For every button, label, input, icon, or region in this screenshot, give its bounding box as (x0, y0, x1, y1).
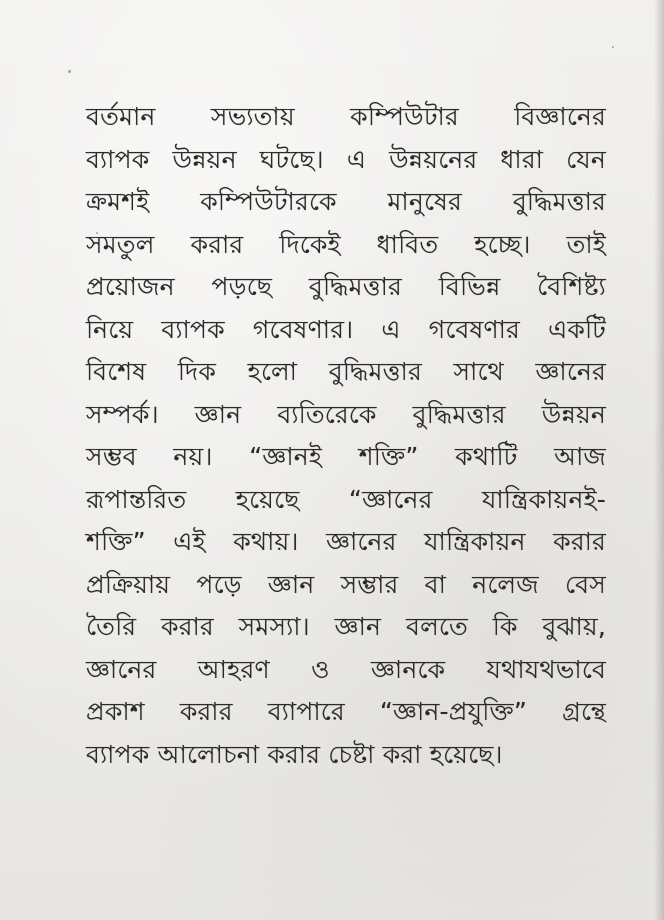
text-line-16: ব্যাপক আলোচনা করার চেষ্টা করা হয়েছে। (86, 739, 503, 769)
text-line-8: সম্পর্ক। জ্ঞান ব্যতিরেকে বুদ্ধিমত্তার উন্নয়ন (86, 399, 606, 429)
text-line-12: প্রক্রিয়ায় পড়ে জ্ঞান সম্ভার বা নলেজ বেস (86, 569, 606, 599)
text-line-7: বিশেষ দিক হলো বুদ্ধিমত্তার সাথে জ্ঞানের (86, 357, 606, 386)
paper-speck (68, 70, 71, 73)
paper-speck (612, 46, 614, 48)
body-paragraph (86, 96, 606, 776)
text-line-6: নিয়ে ব্যাপক গবেষণার। এ গবেষণার একটি (86, 314, 606, 344)
text-line-3: ক্রমশই কম্পিউটারকে মানুষের বুদ্ধিমত্তার (86, 187, 606, 216)
text-line-15: প্রকাশ করার ব্যাপারে “জ্ঞান-প্রযুক্তি” গ্রন্থে (86, 697, 606, 726)
text-line-9: সম্ভব নয়। “জ্ঞানই শক্তি” কথাটি আজ (86, 442, 606, 471)
text-line-4: সমতুল করার দিকেই ধাবিত হচ্ছে। তাই (86, 229, 606, 259)
text-line-2: ব্যাপক উন্নয়ন ঘটছে। এ উন্নয়নের ধারা যেন (86, 144, 606, 174)
text-line-5: প্রয়োজন পড়ছে বুদ্ধিমত্তার বিভিন্ন বৈশিষ্ট্য (86, 272, 606, 301)
text-line-11: শক্তি” এই কথায়। জ্ঞানের যান্ত্রিকায়ন করার (86, 527, 606, 556)
text-line-14: জ্ঞানের আহরণ ও জ্ঞানকে যথাযথভাবে (86, 654, 606, 684)
text-line-1: বর্তমান সভ্যতায় কম্পিউটার বিজ্ঞানের (86, 102, 606, 131)
text-line-10: রূপান্তরিত হয়েছে “জ্ঞানের যান্ত্রিকায়নই- (86, 484, 606, 514)
paper-edge-shadow (654, 0, 664, 920)
text-line-13: তৈরি করার সমস্যা। জ্ঞান বলতে কি বুঝায়, (86, 612, 606, 641)
